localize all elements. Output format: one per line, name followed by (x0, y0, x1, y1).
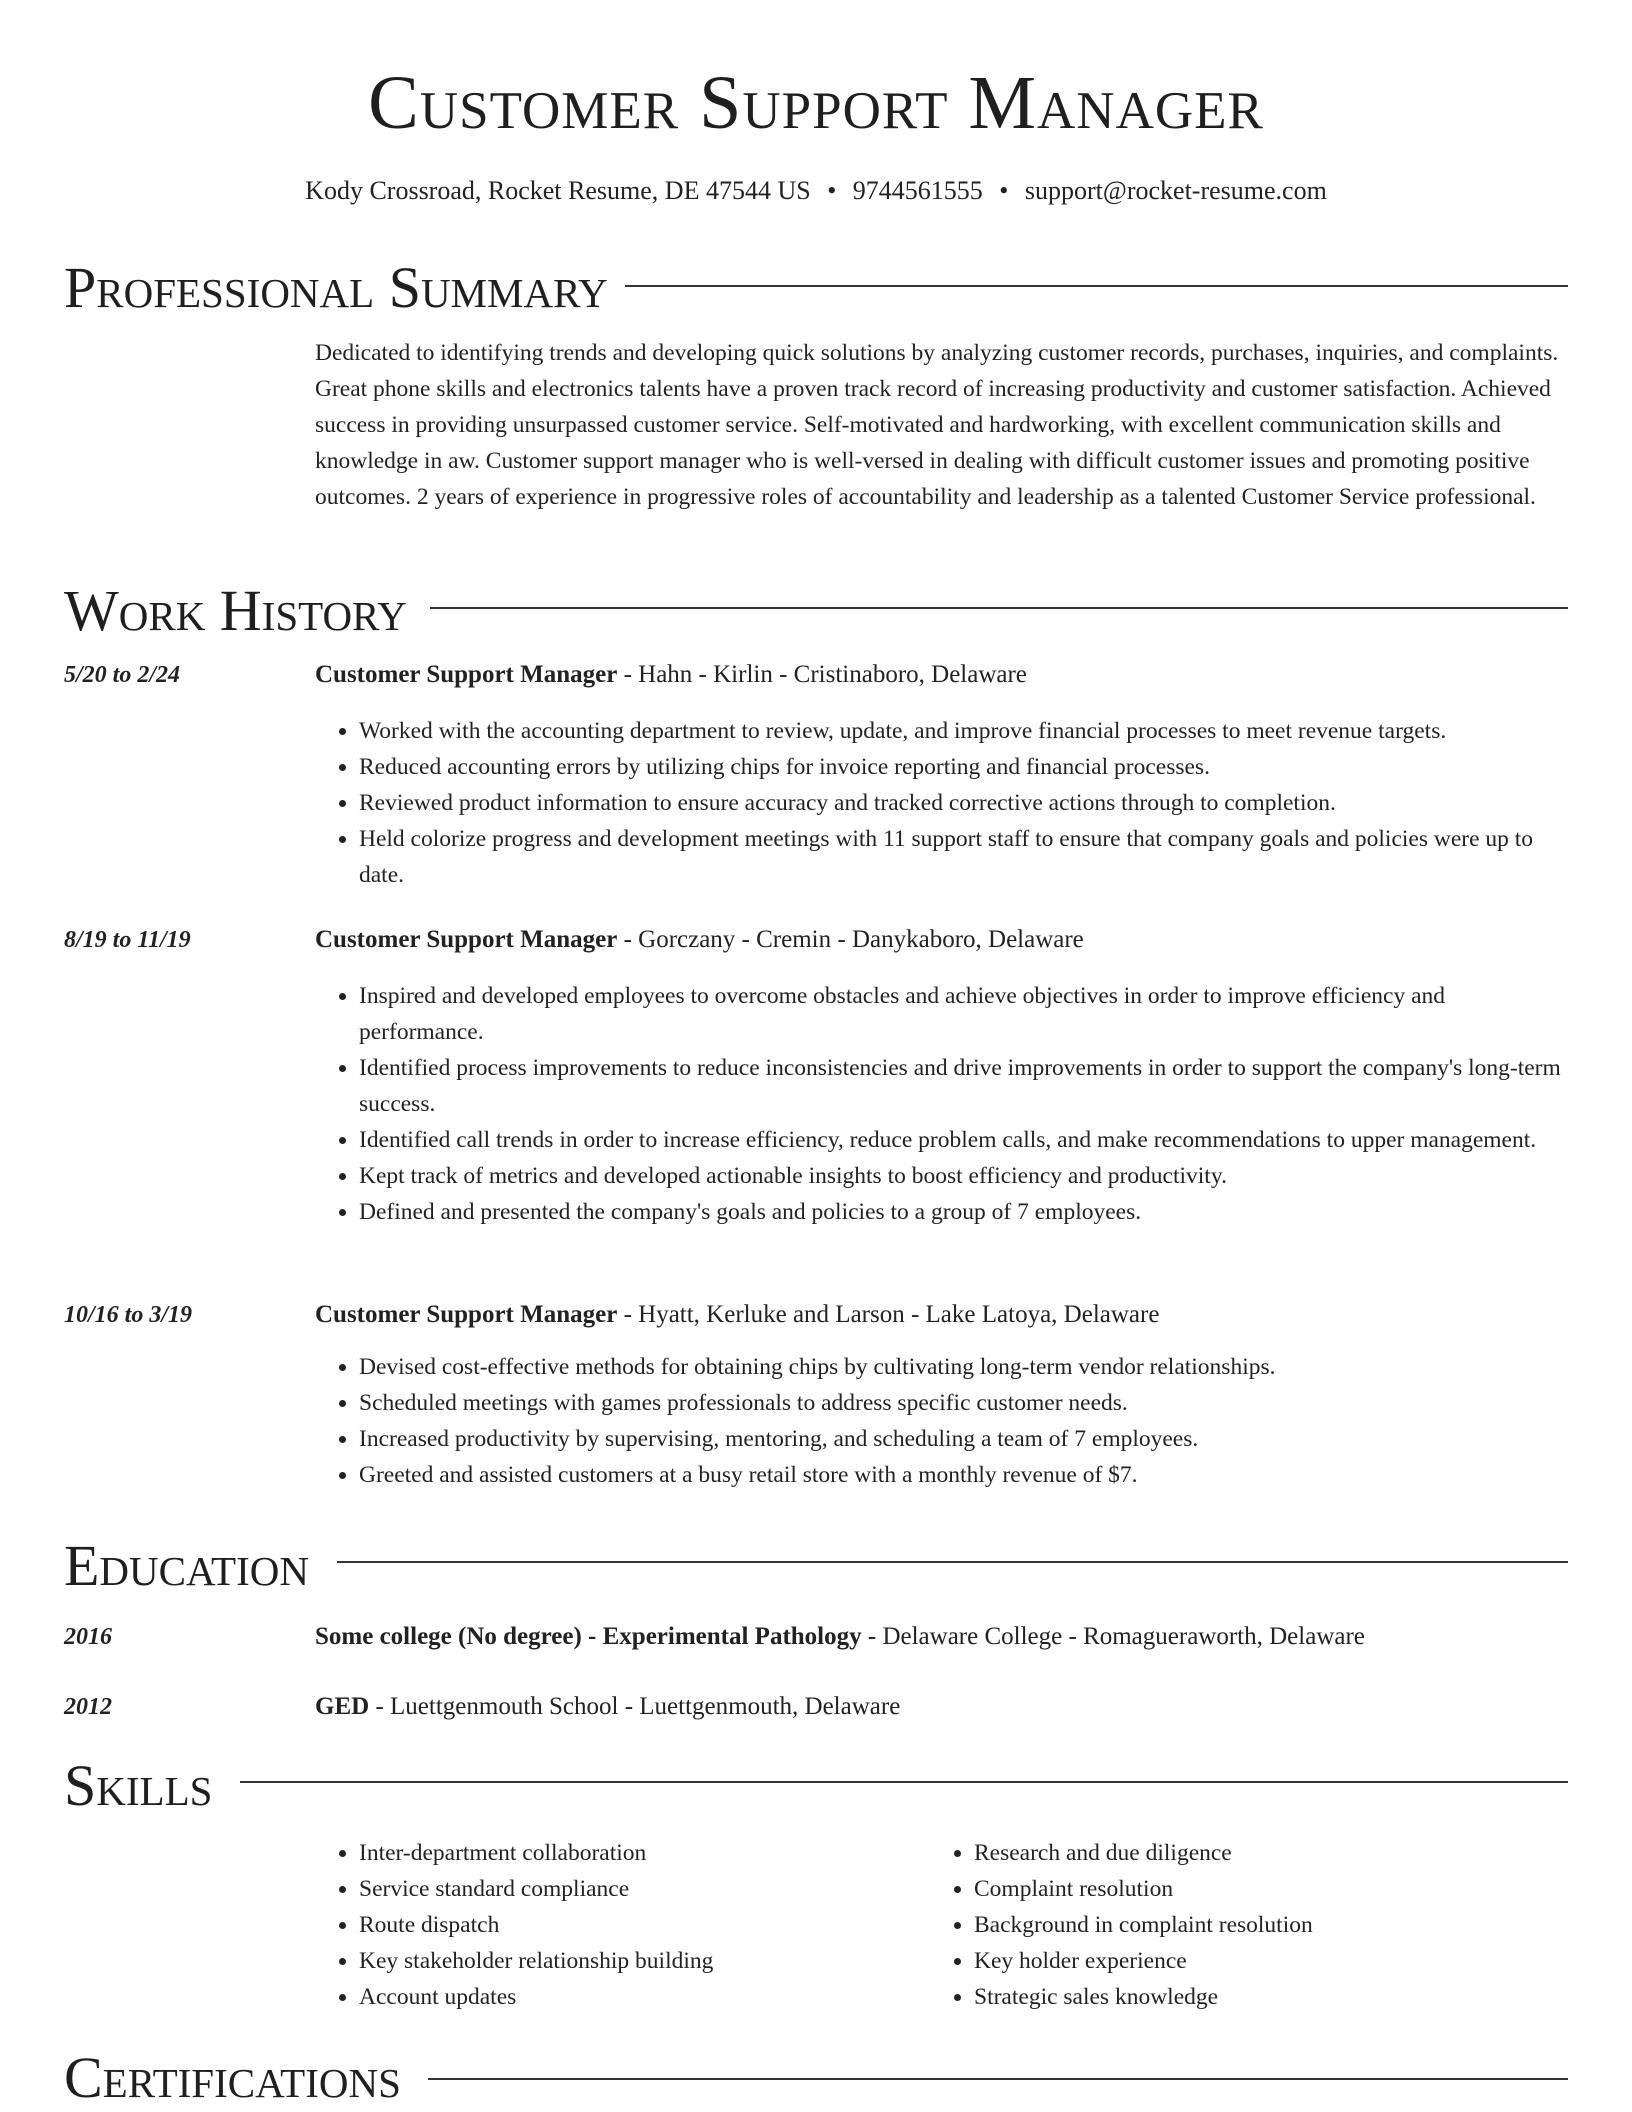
contact-address: Kody Crossroad, Rocket Resume, DE 47544 US (305, 176, 811, 205)
job-bullet: • Held colorize progress and development meetings with 11 support staff to ensure that company goals and policies were up to date. (359, 821, 1570, 893)
skills-list-left (315, 1835, 915, 2015)
job-bullets (315, 713, 1570, 893)
job-bullet: • Reviewed product information to ensure accuracy and tracked corrective actions through to completion. (359, 785, 1570, 821)
job-bullet: • Greeted and assisted customers at a busy retail store with a monthly revenue of $7. (359, 1457, 1570, 1493)
education-line (315, 1620, 1570, 1654)
section-divider (625, 285, 1568, 287)
skill-item: • Account updates (359, 1979, 915, 2015)
contact-email: support@rocket-resume.com (1024, 176, 1327, 205)
education-degree: GED (315, 1693, 370, 1720)
skill-item: • Background in complaint resolution (974, 1907, 1530, 1943)
contact-separator: • (999, 176, 1009, 205)
job-title-line (315, 1298, 1570, 1332)
education-line (315, 1690, 1570, 1724)
education-school: - Luettgenmouth School - Luettgenmouth, Delaware (369, 1693, 901, 1720)
resume-name: Customer Support Manager (368, 61, 1264, 145)
skill-item: • Key holder experience (974, 1943, 1530, 1979)
education-school: - Delaware College - Romagueraworth, Delaware (861, 1623, 1365, 1650)
skill-item: • Route dispatch (359, 1907, 915, 1943)
summary-text: Dedicated to identifying trends and developing quick solutions by analyzing customer records, purchases, inquiries, and complaints. Great phone skills and electronics talents have a proven track record of increasing productivity and customer satisfaction. Achieved success in providing unsurpassed customer service. Self-motivated and hardworking, with excellent communication skills and knowledge in aw. Customer support manager who is well-versed in dealing with difficult customer issues and promoting positive outcomes. 2 years of experience in progressive roles of accountability and leadership as a talented Customer Service professional. (315, 340, 1559, 510)
job-bullet: • Identified process improvements to reduce inconsistencies and drive improvements in order to support the company's long-term success. (359, 1050, 1570, 1122)
contact-separator: • (827, 176, 837, 205)
education-degree: Some college (No degree) - Experimental Pathology (315, 1623, 862, 1650)
job-dates: 5/20 to 2/24 (64, 662, 181, 688)
skill-item: • Research and due diligence (974, 1835, 1530, 1871)
job-bullet: • Reduced accounting errors by utilizing chips for invoice reporting and financial processes. (359, 749, 1570, 785)
job-bullet: • Identified call trends in order to increase efficiency, reduce problem calls, and make recommendations to upper management. (359, 1122, 1570, 1158)
job-role: Customer Support Manager (315, 661, 618, 688)
skill-item: • Key stakeholder relationship building (359, 1943, 915, 1979)
section-title-skills: Skills (64, 1752, 213, 1818)
education-year: 2012 (64, 1694, 112, 1720)
job-bullet: • Defined and presented the company's goals and policies to a group of 7 employees. (359, 1194, 1570, 1230)
job-employer: - Hahn - Kirlin - Cristinaboro, Delaware (617, 661, 1027, 688)
skill-item: • Strategic sales knowledge (974, 1979, 1530, 2015)
skill-item: • Service standard compliance (359, 1871, 915, 1907)
section-divider (428, 2078, 1568, 2080)
job-dates: 10/16 to 3/19 (64, 1302, 193, 1328)
skills-list-right (930, 1835, 1530, 2015)
job-role: Customer Support Manager (315, 926, 618, 953)
contact-line (0, 174, 1632, 208)
job-bullet: • Kept track of metrics and developed actionable insights to boost efficiency and productivity. (359, 1158, 1570, 1194)
job-bullet: • Increased productivity by supervising, mentoring, and scheduling a team of 7 employees. (359, 1421, 1570, 1457)
section-title-certifications: Certifications (64, 2044, 401, 2110)
education-year: 2016 (64, 1624, 112, 1650)
job-title-line (315, 658, 1570, 692)
job-bullet: • Inspired and developed employees to overcome obstacles and achieve objectives in order to improve efficiency and performance. (359, 978, 1570, 1050)
job-employer: - Gorczany - Cremin - Danykaboro, Delaware (617, 926, 1084, 953)
section-divider (430, 607, 1568, 609)
job-dates: 8/19 to 11/19 (64, 927, 191, 953)
job-bullet: • Scheduled meetings with games professionals to address specific customer needs. (359, 1385, 1570, 1421)
job-title-line (315, 923, 1570, 957)
skill-item: • Complaint resolution (974, 1871, 1530, 1907)
job-bullet: • Worked with the accounting department to review, update, and improve financial processes to meet revenue targets. (359, 713, 1570, 749)
section-title-summary: Professional Summary (64, 254, 608, 320)
section-title-work: Work History (64, 577, 407, 643)
section-divider (337, 1561, 1568, 1563)
job-bullet: • Devised cost-effective methods for obtaining chips by cultivating long-term vendor relationships. (359, 1349, 1570, 1385)
job-role: Customer Support Manager (315, 1301, 618, 1328)
skill-item: • Inter-department collaboration (359, 1835, 915, 1871)
section-title-education: Education (64, 1532, 309, 1598)
job-bullets (315, 1349, 1570, 1493)
job-employer: - Hyatt, Kerluke and Larson - Lake Latoya, Delaware (617, 1301, 1160, 1328)
section-divider (240, 1781, 1568, 1783)
contact-phone: 9744561555 (852, 176, 983, 205)
job-bullets (315, 978, 1570, 1230)
